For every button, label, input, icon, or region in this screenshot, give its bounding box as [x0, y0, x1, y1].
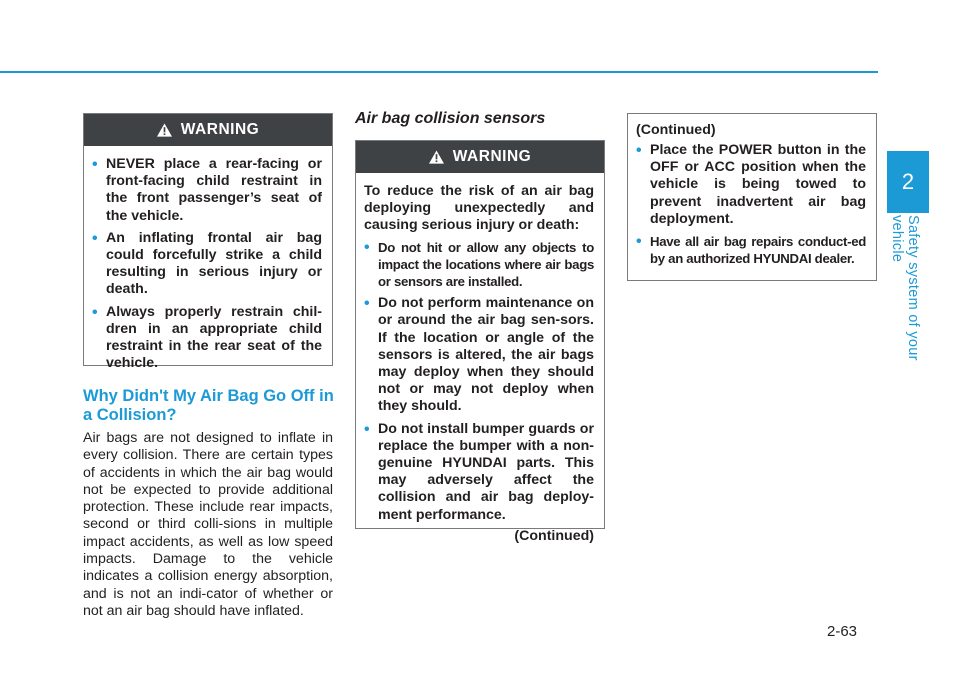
list-item: • NEVER place a rear-facing or front-facing child restraint in the front passenger’s seat of the vehicle. — [92, 156, 322, 225]
chapter-number-tab: 2 — [887, 151, 929, 213]
list-item: • Do not install bumper guards or replace the bumper with a non-genuine HYUNDAI parts. This may adversely affect the collision and air bag deploy-ment performance. — [364, 421, 594, 524]
continued-note: (Continued) — [636, 122, 716, 138]
why-paragraph: Air bags are not designed to inflate in every collision. There are certain types of accidents in which the air bag would not be expected to provide additional protection. These include rear impacts, second or third colli-sions in multiple impact accidents, as well as low speed impacts. Damage to the vehicle indicates a collision energy absorption, and is not an indi-cator of whether or not an air bag should have inflated. — [83, 430, 333, 619]
warning-intro: To reduce the risk of an air bag deploying unexpectedly and causing serious injury or death: — [364, 183, 594, 234]
warning-box-child-restraint — [83, 113, 333, 372]
top-rule — [0, 71, 878, 73]
list-item: • Do not perform maintenance on or around the air bag sen-sors. If the location or angle of the sensors is altered, the air bags may deploy when they should not or may not deploy when they should. — [364, 295, 594, 415]
list-item: • Always properly restrain chil-dren in an appropriate child restraint in the rear seat of the vehicle. — [92, 304, 322, 373]
section-title-sensors: Air bag collision sensors — [355, 110, 546, 127]
list-item: • Place the POWER button in the OFF or ACC position when the vehicle is being towed to prevent inadvertent air bag deployment. — [636, 142, 866, 228]
warning-label: WARNING — [180, 121, 260, 138]
warning-box-sensors — [355, 140, 605, 544]
warning-header — [356, 141, 604, 173]
list-item: • An inflating frontal air bag could forcefully strike a child resulting in serious injury or death. — [92, 230, 322, 299]
chapter-title: Safety system of your vehicle — [889, 215, 921, 361]
warning-header — [84, 114, 332, 146]
list-item: • Do not hit or allow any objects to impact the locations where air bags or sensors are installed. — [364, 239, 594, 291]
warning-label: WARNING — [452, 148, 532, 165]
warning-box-continued — [627, 113, 877, 281]
section-heading-why: Why Didn't My Air Bag Go Off in a Collision? — [83, 387, 334, 424]
warning-triangle-icon — [157, 123, 172, 137]
page-number: 2-63 — [827, 623, 858, 640]
warning-triangle-icon — [429, 150, 444, 164]
continued-note: (Continued) — [514, 527, 594, 544]
list-item: • Have all air bag repairs conduct-ed by an authorized HYUNDAI dealer. — [636, 233, 866, 267]
